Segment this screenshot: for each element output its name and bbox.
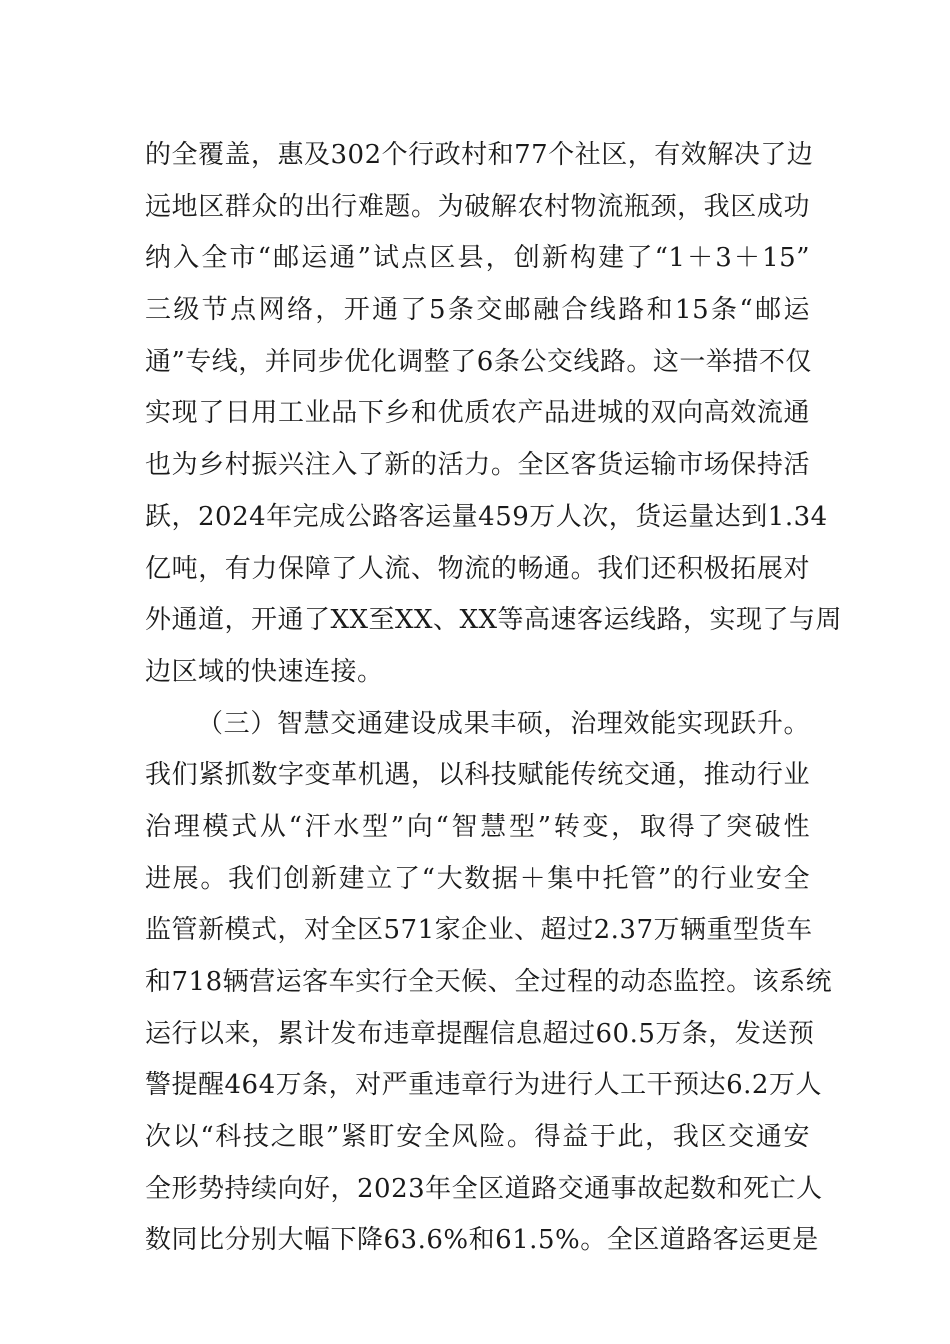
paragraph-line: 通”专线，并同步优化调整了6条公交线路。这一举措不仅 (145, 346, 812, 377)
paragraph-line: 的全覆盖，惠及302个行政村和77个社区，有效解决了边 (145, 140, 814, 170)
paragraph-line: 实现了日用工业品下乡和优质农产品进城的双向高效流通 (145, 398, 810, 429)
paragraph-line: 警提醒464万条，对严重违章行为进行人工干预达6.2万人 (145, 1070, 822, 1101)
paragraph-line: 治理模式从“汗水型”向“智慧型”转变，取得了突破性 (145, 811, 810, 842)
paragraph-line: 进展。我们创新建立了“大数据＋集中托管”的行业安全 (145, 863, 810, 894)
paragraph-line: 和718辆营运客车实行全天候、全过程的动态监控。该系统 (145, 967, 833, 997)
paragraph-line: 纳入全市“邮运通”试点区县，创新构建了“1＋3＋15” (145, 243, 810, 274)
paragraph-line: 监管新模式，对全区571家企业、超过2.37万辆重型货车 (145, 915, 813, 946)
paragraph-line: 数同比分别大幅下降63.6%和61.5%。全区道路客运更是 (145, 1225, 819, 1256)
paragraph-line: 三级节点网络，开通了5条交邮融合线路和15条“邮运 (145, 295, 810, 326)
body-text (145, 130, 843, 1267)
paragraph-line: 远地区群众的出行难题。为破解农村物流瓶颈，我区成功 (145, 191, 810, 222)
paragraph-line: 边区域的快速连接。 (145, 656, 384, 687)
paragraph-line: 外通道，开通了XX至XX、XX等高速客运线路，实现了与周 (145, 605, 843, 636)
section-heading-line: （三）智慧交通建设成果丰硕，治理效能实现跃升。 (197, 708, 810, 739)
paragraph-line: 运行以来，累计发布违章提醒信息超过60.5万条，发送预 (145, 1018, 815, 1049)
paragraph-line: 也为乡村振兴注入了新的活力。全区客货运输市场保持活 (145, 450, 810, 481)
paragraph-line: 亿吨，有力保障了人流、物流的畅通。我们还积极拓展对 (145, 553, 810, 584)
paragraph-line: 全形势持续向好，2023年全区道路交通事故起数和死亡人 (145, 1173, 823, 1204)
paragraph-line: 次以“科技之眼”紧盯安全风险。得益于此，我区交通安 (145, 1122, 810, 1153)
paragraph-line: 我们紧抓数字变革机遇，以科技赋能传统交通，推动行业 (145, 760, 810, 791)
paragraph-line: 跃，2024年完成公路客运量459万人次，货运量达到1.34 (145, 501, 828, 532)
